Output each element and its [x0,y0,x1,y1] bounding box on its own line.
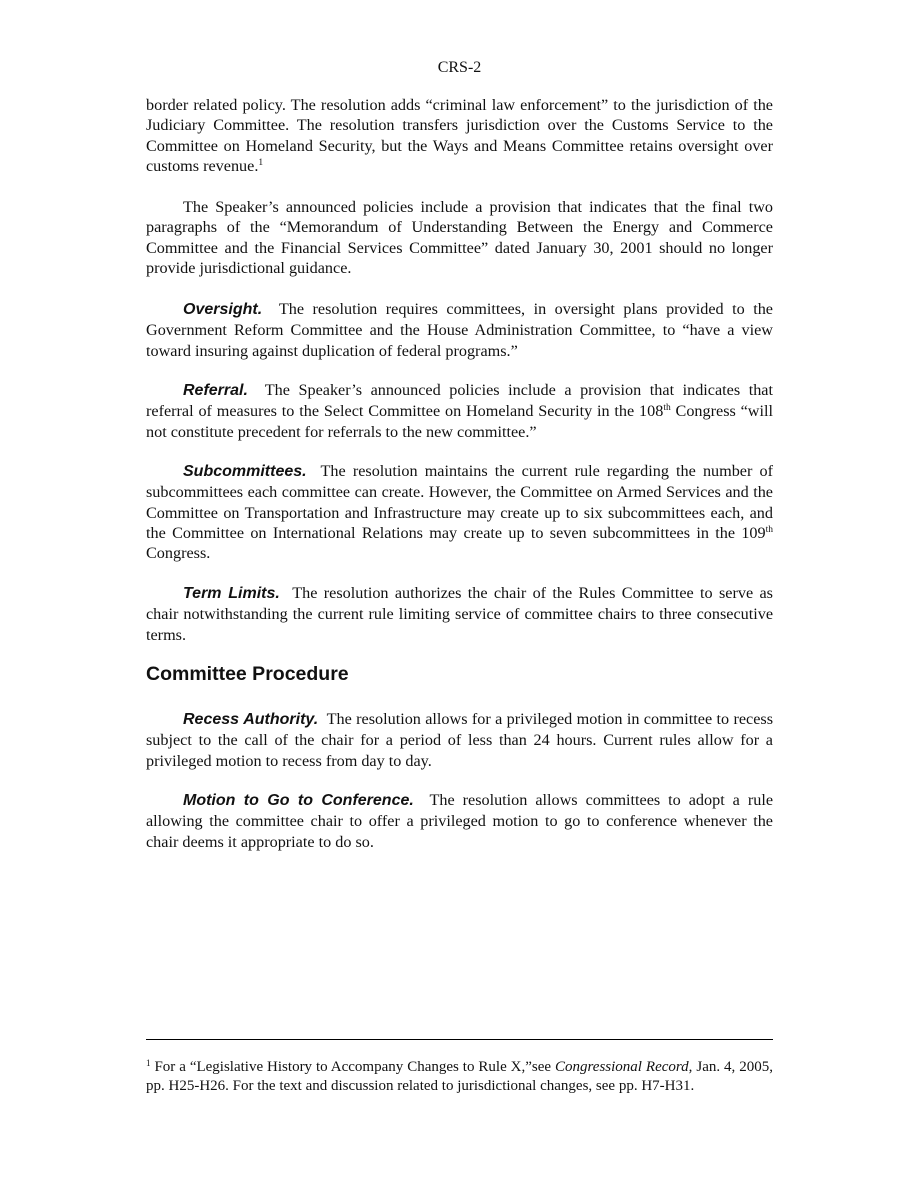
paragraph-term-limits [146,583,773,645]
oversight-heading: Oversight. [183,301,263,318]
paragraph-text: The resolution allows for a privileged motion in committee to recess subject to the call of the chair for a period of less than 24 hours. Current rules allow for a privileged motion to recess from day to day. [146,710,773,770]
paragraph-text: Congress “will not constitute precedent for referrals to the new committee.” [146,402,773,441]
footnote-citation: Congressional Record [555,1059,689,1075]
footnote-text: For a “Legislative History to Accompany Changes to Rule X,”see [150,1059,556,1075]
footnote-reference: 1 [258,157,264,168]
paragraph-subcommittees [146,461,773,563]
paragraph-text: The Speaker’s announced policies include a provision that indicates that the final two paragraphs of the “Memorandum of Understanding Between the Energy and Commerce Committee and the Financial Services Committee” dated January 30, 2001 should no longer provide jurisdictional guidance. [146,198,773,277]
paragraph-text: The resolution maintains the current rule regarding the number of subcommittees each committee can create. However, the Committee on Armed Services and the Committee on Transportation and Infrastructure may create up to six subcommittees each, and the Committee on International Relations may create up to seven subcommittees in the 109 [146,462,773,542]
paragraph-referral [146,380,773,442]
paragraph-text: The resolution requires committees, in oversight plans provided to the Government Reform Committee and the House Administration Committee, to “have a view toward insuring against duplication of federal programs.” [146,300,773,360]
footnote-number: 1 [146,1058,151,1068]
footnote-text: , Jan. 4, 2005, pp. H25-H26. For the text and discussion related to jurisdictional changes, see pp. H7-H31. [146,1059,773,1094]
ordinal-suffix: th [765,524,773,535]
recess-heading: Recess Authority. [183,711,319,728]
paragraph-motion-to-conference [146,790,773,852]
term-limits-heading: Term Limits. [183,585,280,602]
page-number: CRS-2 [437,59,482,76]
referral-heading: Referral. [183,382,248,399]
paragraph-recess-authority [146,709,773,771]
paragraph-text: The Speaker’s announced policies include a provision that indicates that referral of measures to the Select Committee on Homeland Security in the 108 [146,381,773,421]
subcommittees-heading: Subcommittees. [183,463,307,480]
footnote-separator [146,1039,773,1040]
paragraph-text: border related policy. The resolution adds “criminal law enforcement” to the jurisdiction of the Judiciary Committee. The resolution transfers jurisdiction over the Customs Service to the Committee on Homeland Security, but the Ways and Means Committee retains oversight over customs revenue. [146,96,773,175]
paragraph-border-policy [146,95,773,176]
section-heading-committee-procedure: Committee Procedure [146,663,349,685]
paragraph-memorandum [146,197,773,278]
paragraph-text: The resolution allows committees to adopt a rule allowing the committee chair to offer a privileged motion to go to conference whenever the chair deems it appropriate to do so. [146,791,774,851]
conference-heading: Motion to Go to Conference. [183,792,414,809]
paragraph-text: Congress. [146,544,211,563]
paragraph-text: The resolution authorizes the chair of the Rules Committee to serve as chair notwithstanding the current rule limiting service of committee chairs to three consecutive terms. [146,584,773,644]
ordinal-suffix: th [663,403,671,414]
footnote [146,1058,773,1096]
paragraph-oversight [146,299,773,361]
